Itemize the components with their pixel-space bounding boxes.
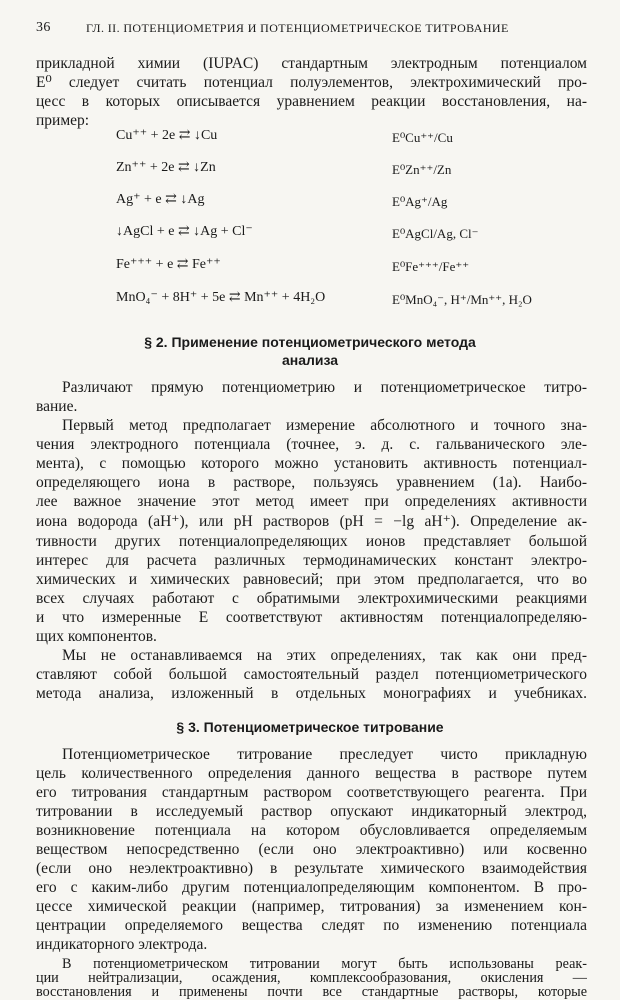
text-line: Потенциометрическое титрование преследует чисто прикладную (62, 746, 587, 763)
text-line: тивности других потенциалопределяющих ионов представляет большой (36, 533, 587, 550)
text-line: Различают прямую потенциометрию и потенциометрическое титро- (62, 379, 587, 396)
text-line: цель количественного определения данного вещества в растворе путем (36, 765, 587, 782)
reaction-potential: E⁰AgCl/Ag, Cl⁻ (392, 226, 479, 241)
text-line: лее важное значение этот метод имеет при определениях активности (36, 493, 587, 510)
page-number: 36 (36, 20, 51, 35)
text-line: Мы не останавливаемся на этих определениях, так как они пред- (62, 647, 587, 664)
text-line: вание. (36, 398, 78, 415)
text-line: цессе химической реакции (например, титрования) за изменением кон- (36, 898, 587, 915)
text-line: веществом непосредственно (если оно электроактивно) или косвенно (36, 841, 587, 858)
reaction-equation: Zn⁺⁺ + 2e ⇄ ↓Zn (116, 160, 216, 175)
text-line: интерес для расчета различных термодинамических констант электро- (36, 552, 587, 569)
reaction-equation: Cu⁺⁺ + 2e ⇄ ↓Cu (116, 128, 218, 143)
text-line: цесс в которых описывается уравнением реакции восстановления, на- (36, 93, 587, 110)
text-line: восстановления и применены почти все стандартные растворы, которые (36, 984, 587, 999)
text-line: и что измеренные E соответствуют активностям потенциалопределяю- (36, 609, 587, 626)
page-header (36, 20, 586, 40)
text-line: определяющего иона в растворе, пользуясь уравнением (1а). Наибо- (36, 474, 587, 491)
text-line: его титрования стандартным раствором соответствующего реагента. При (36, 784, 587, 801)
section-title: § 2. Применение потенциометрического метода (144, 334, 476, 350)
reaction-potential: E⁰Cu⁺⁺/Cu (392, 130, 453, 145)
text-line: ции нейтрализации, осаждения, комплексообразования, окисления — (36, 970, 587, 986)
running-title: ГЛ. II. ПОТЕНЦИОМЕТРИЯ И ПОТЕНЦИОМЕТРИЧЕСКОЕ ТИТРОВАНИЕ (86, 21, 509, 35)
reaction-equation: Fe⁺⁺⁺ + e ⇄ Fe⁺⁺ (116, 257, 221, 272)
reaction-potential: E⁰Ag⁺/Ag (392, 194, 448, 209)
section-title: § 3. Потенциометрическое титрование (176, 719, 444, 735)
text-line: E⁰ следует считать потенциал полуэлементов, электрохимический про- (36, 74, 587, 91)
text-line: прикладной химии (IUPAC) стандартным электродным потенциалом (36, 55, 587, 72)
reaction-equation: MnO₄⁻ + 8H⁺ + 5e ⇄ Mn⁺⁺ + 4H₂O (116, 290, 326, 305)
text-line: мента), с помощью которого можно установить активность потенциал- (36, 455, 587, 472)
text-line: Первый метод предполагает измерение абсолютного и точного зна- (62, 417, 587, 434)
text-line: В потенциометрическом титровании могут быть использованы реак- (62, 956, 587, 972)
text-line: метода анализа, изложенный в отдельных монографиях и учебниках. (36, 685, 587, 702)
text-line: иона водорода (aH⁺), или pH растворов (pH = −lg aH⁺). Определение ак- (36, 513, 587, 530)
text-line: его с каким-либо другим потенциалопределяющим компонентом. В про- (36, 879, 587, 896)
reaction-equation: Ag⁺ + e ⇄ ↓Ag (116, 192, 205, 207)
text-line: (если оно неэлектроактивно) в результате химического взаимодействия (36, 860, 587, 877)
text-line: ставляют собой большой самостоятельный раздел потенциометрического (36, 666, 587, 683)
text-line: щих компонентов. (36, 628, 157, 645)
text-line: пример: (36, 112, 90, 129)
reaction-potential: E⁰Zn⁺⁺/Zn (392, 162, 452, 177)
text-line: всех случаях работают с обратимыми электрохимическими реакциями (36, 590, 587, 607)
reaction-equation: ↓AgCl + e ⇄ ↓Ag + Cl⁻ (116, 224, 253, 239)
text-line: центрации определяемого вещества следят по изменению потенциала (36, 917, 587, 934)
text-line: возникновение потенциала на котором обусловливается определяемым (36, 822, 587, 839)
reaction-potential: E⁰MnO₄⁻, H⁺/Mn⁺⁺, H₂O (392, 292, 532, 307)
text-line: индикаторного электрода. (36, 936, 208, 953)
text-line: химических и химических равновесий; при этом предполагается, что во (36, 571, 587, 588)
reaction-potential: E⁰Fe⁺⁺⁺/Fe⁺⁺ (392, 259, 470, 274)
section-title: анализа (281, 352, 339, 368)
text-line: чения электродного потенциала (точнее, э. д. с. гальванического эле- (36, 436, 587, 453)
text-line: титровании в исследуемый раствор опускают индикаторный электрод, (36, 803, 587, 820)
